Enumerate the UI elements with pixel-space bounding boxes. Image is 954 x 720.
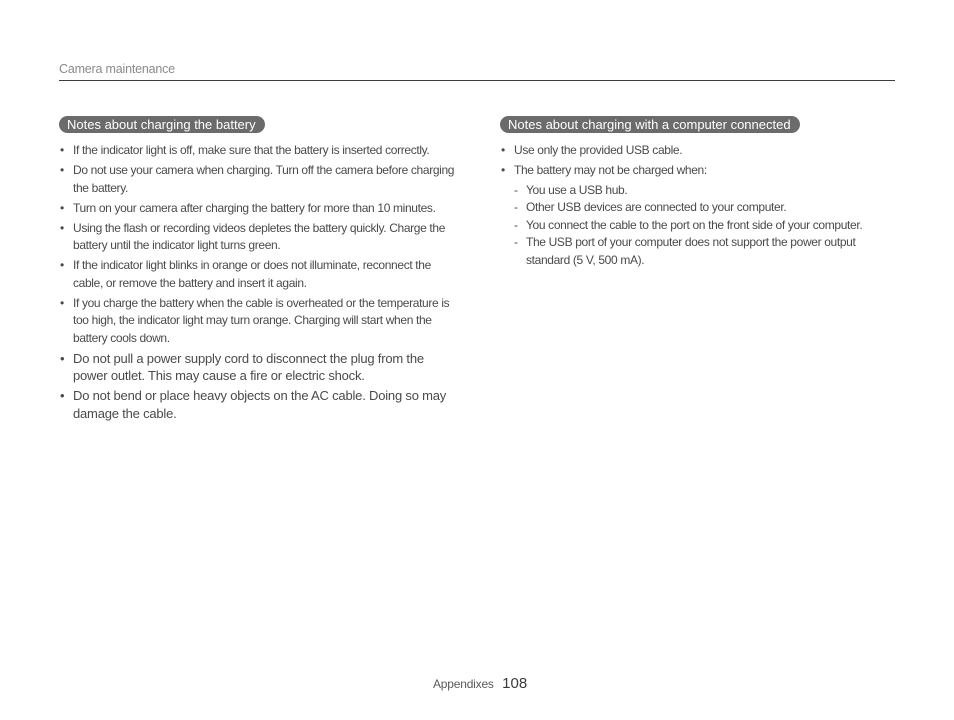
sub-list xyxy=(514,182,870,270)
bullet-icon: • xyxy=(60,162,64,177)
list-item-text: The battery may not be charged when: xyxy=(514,162,707,177)
list-item xyxy=(59,350,457,385)
sub-list-item-text: The USB port of your computer does not support the power output standard (5 V, 500 mA). xyxy=(526,235,856,267)
page-footer xyxy=(433,675,527,693)
bullet-icon: • xyxy=(60,295,64,310)
list-item-text: Do not bend or place heavy objects on the AC cable. Doing so may damage the cable. xyxy=(73,388,447,422)
list-item-text: If the indicator light is off, make sure that the battery is inserted correctly. xyxy=(73,143,430,157)
list-item-text: Turn on your camera after charging the battery for more than 10 minutes. xyxy=(73,200,436,215)
left-column xyxy=(59,116,457,425)
list-item xyxy=(500,142,870,160)
bullet-icon: • xyxy=(501,162,505,177)
battery-notes-title: Notes about charging the battery xyxy=(59,116,265,133)
dash-icon: - xyxy=(514,200,518,215)
list-item xyxy=(59,162,457,197)
page-number: 108 xyxy=(502,675,528,692)
bullet-icon: • xyxy=(60,200,64,215)
list-item xyxy=(59,142,457,160)
bullet-icon: • xyxy=(60,143,64,157)
sub-list-item xyxy=(514,199,870,217)
bullet-icon: • xyxy=(60,350,65,366)
list-item xyxy=(59,387,457,422)
list-item-text: If you charge the battery when the cable is overheated or the temperature is too high, the indicator light may turn orange. Charging will start when the battery cools down. xyxy=(73,295,450,345)
list-item-text: Do not use your camera when charging. Turn off the camera before charging the battery. xyxy=(73,162,455,195)
bullet-icon: • xyxy=(60,388,65,404)
section-header: Camera maintenance xyxy=(59,62,175,76)
sub-list-item xyxy=(514,217,870,235)
sub-list-item xyxy=(514,234,870,269)
sub-list-item-text: You use a USB hub. xyxy=(526,182,628,197)
dash-icon: - xyxy=(514,235,518,250)
list-item xyxy=(500,162,870,270)
dash-icon: - xyxy=(514,182,518,197)
list-item-text: Use only the provided USB cable. xyxy=(514,143,683,157)
sub-list-item-text: Other USB devices are connected to your computer. xyxy=(526,200,787,215)
right-column xyxy=(500,116,870,272)
battery-notes-list xyxy=(59,142,457,423)
footer-section-name: Appendixes xyxy=(433,677,494,691)
header-divider xyxy=(59,80,895,81)
sub-list-item xyxy=(514,182,870,200)
list-item-text: Using the flash or recording videos depletes the battery quickly. Charge the battery until the indicator light turns green. xyxy=(73,220,446,253)
bullet-icon: • xyxy=(501,143,505,157)
list-item-text: Do not pull a power supply cord to disconnect the plug from the power outlet. This may cause a fire or electric shock. xyxy=(73,350,424,384)
list-item xyxy=(59,200,457,218)
list-item xyxy=(59,257,457,292)
list-item xyxy=(59,295,457,348)
list-item xyxy=(59,220,457,255)
bullet-icon: • xyxy=(60,220,64,235)
list-item-text: If the indicator light blinks in orange or does not illuminate, reconnect the cable, or remove the battery and insert it again. xyxy=(73,258,431,290)
sub-list-item-text: You connect the cable to the port on the front side of your computer. xyxy=(526,217,863,232)
bullet-icon: • xyxy=(60,258,64,273)
computer-charging-notes-title: Notes about charging with a computer connected xyxy=(500,116,800,133)
computer-charging-notes-list xyxy=(500,142,870,270)
dash-icon: - xyxy=(514,217,518,232)
